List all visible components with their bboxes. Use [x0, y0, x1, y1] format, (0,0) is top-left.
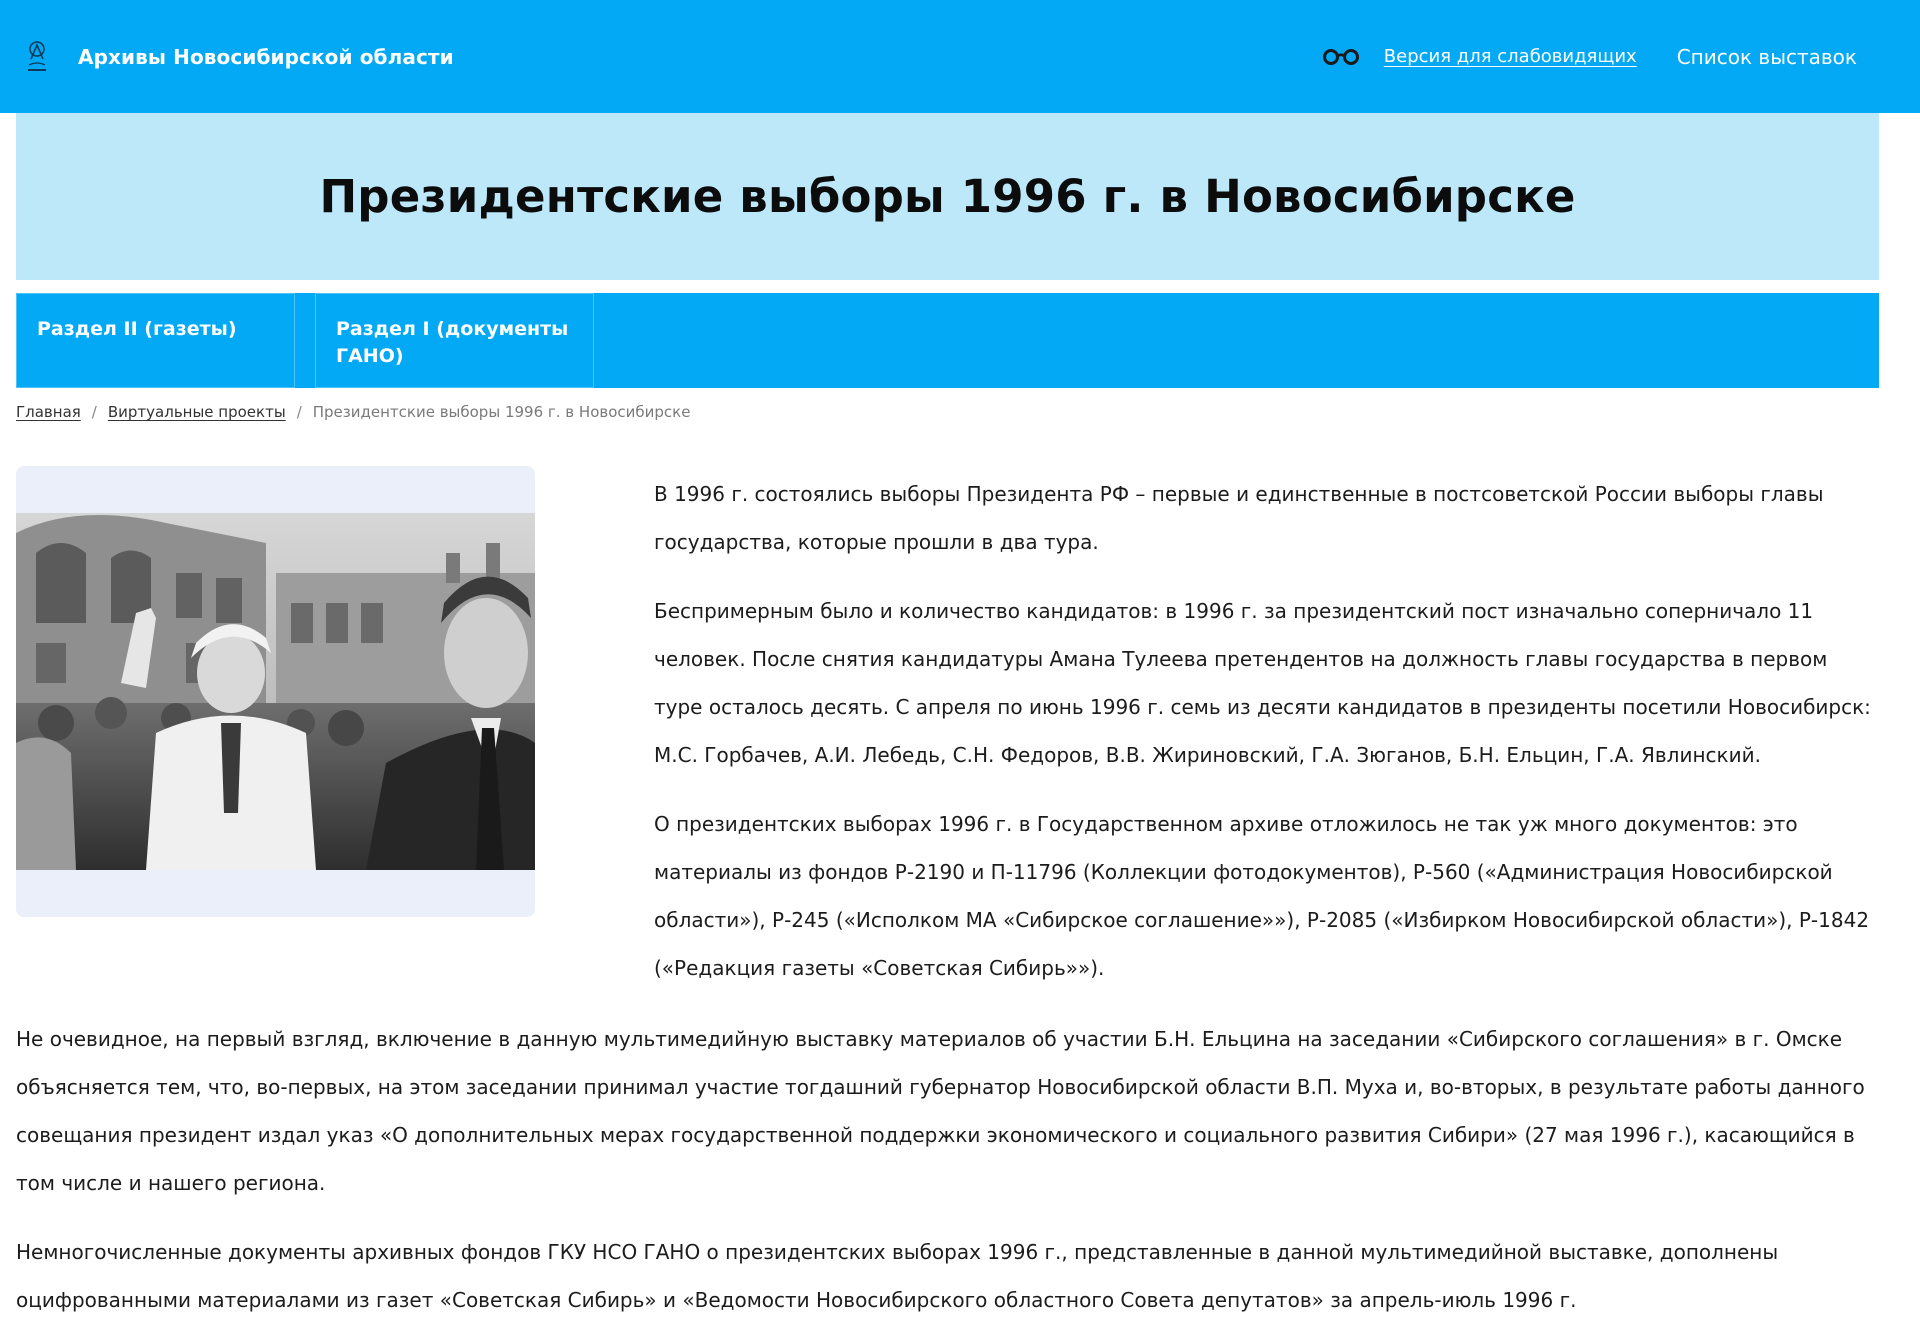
section-tabs [16, 293, 1879, 388]
archive-logo-icon[interactable] [21, 35, 53, 79]
visually-impaired-version-link[interactable]: Версия для слабовидящих [1383, 46, 1637, 67]
breadcrumb-separator: / [296, 403, 302, 421]
photo-card [16, 466, 535, 917]
glasses-icon[interactable] [1322, 47, 1360, 67]
intro-text [654, 470, 1879, 992]
breadcrumb-separator: / [91, 403, 97, 421]
header-actions [1322, 45, 1899, 69]
tab-section-2-newspapers[interactable]: Раздел II (газеты) [16, 293, 295, 388]
paragraph: Беспримерным было и количество кандидатов: в 1996 г. за президентский пост изначально соперничало 11 человек. После снятия кандидатуры Амана Тулеева претендентов на должность главы государства в первом туре осталось десять. С апреля по июнь 1996 г. семь из десяти кандидатов в президенты посетили Новосибирск: М.С. Горбачев, А.И. Лебедь, С.Н. Федоров, В.В. Жириновский, Г.А. Зюганов, Б.Н. Ельцин, Г.А. Явлинский. [654, 599, 1871, 767]
paragraph: О президентских выборах 1996 г. в Государственном архиве отложилось не так уж много документов: это материалы из фондов Р-2190 и П-11796 (Коллекции фотодокументов), Р-560 («Администрация Новосибирской области»), Р-245 («Исполком МА «Сибирское соглашение»»), Р-2085 («Избирком Новосибирской области»), Р-1842 («Редакция газеты «Советская Сибирь»»). [654, 812, 1870, 980]
site-title[interactable]: Архивы Новосибирской области [78, 44, 454, 69]
breadcrumb-current: Президентские выборы 1996 г. в Новосибирске [312, 403, 691, 421]
tab-section-1-documents[interactable]: Раздел I (документы ГАНО) [315, 293, 594, 388]
main-text [16, 1015, 1879, 1324]
page-title: Президентские выборы 1996 г. в Новосибирске [319, 170, 1576, 223]
archive-photo[interactable] [16, 513, 535, 870]
paragraph: В 1996 г. состоялись выборы Президента РФ – первые и единственные в постсоветской России выборы главы государства, которые прошли в два тура. [654, 482, 1824, 554]
breadcrumb [16, 403, 690, 421]
paragraph: Не очевидное, на первый взгляд, включение в данную мультимедийную выставку материалов об участии Б.Н. Ельцина на заседании «Сибирского соглашения» в г. Омске объясняется тем, что, во-первых, на этом заседании принимал участие тогдашний губернатор Новосибирской области В.П. Муха и, во-вторых, в результате работы данного совещания президент издал указ «О дополнительных мерах государственной поддержки экономического и социального развития Сибири» (27 мая 1996 г.), касающийся в том числе и нашего региона. [16, 1027, 1865, 1195]
title-banner [16, 113, 1879, 280]
paragraph: Немногочисленные документы архивных фондов ГКУ НСО ГАНО о президентских выборах 1996 г., представленные в данной мультимедийной выставке, дополнены оцифрованными материалами из газет «Советская Сибирь» и «Ведомости Новосибирского областного Совета депутатов» за апрель-июль 1996 г. [16, 1240, 1779, 1312]
site-header [0, 0, 1920, 113]
breadcrumb-home-link[interactable]: Главная [16, 403, 81, 421]
exhibitions-list-link[interactable]: Список выставок [1676, 44, 1857, 69]
breadcrumb-projects-link[interactable]: Виртуальные проекты [107, 403, 286, 421]
